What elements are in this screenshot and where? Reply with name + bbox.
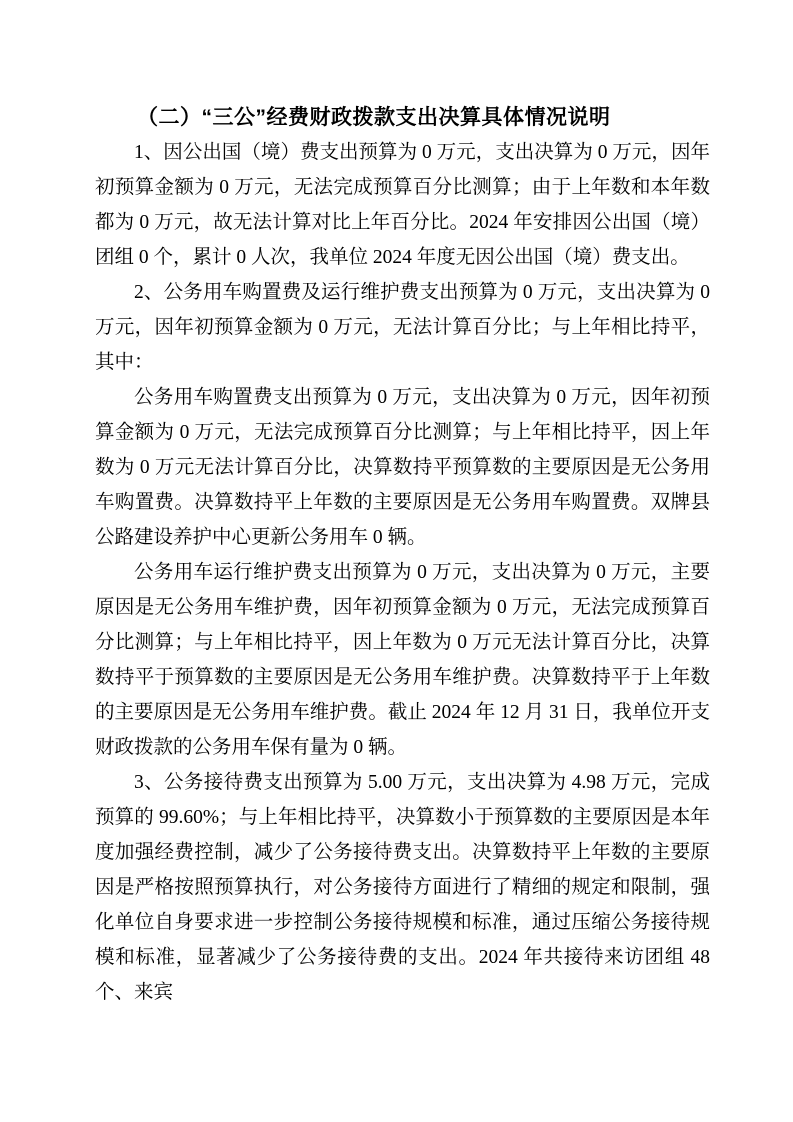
paragraph-vehicle-purchase-detail: 公务用车购置费支出预算为 0 万元，支出决算为 0 万元，因年初预算金额为 0 万元，无法完成预算百分比测算；与上年相比持平，因上年数为 0 万元无法计算百分比，决算数持平预算数的主要原因是无公务用车购置费。决算数持平上年数的主要原因是无公务用车购置费。双牌县公路建设养护中心更新公务用车 0 辆。 [95,387,710,548]
section-heading: （二）“三公”经费财政拨款支出决算具体情况说明 [137,106,611,129]
paragraph-official-trips-abroad: 1、因公出国（境）费支出预算为 0 万元，支出决算为 0 万元，因年初预算金额为 0 万元，无法完成预算百分比测算；由于上年数和本年数都为 0 万元，故无法计算对比上年百分比。2024 年安排因公出国（境）团组 0 个，累计 0 人次，我单位 2024 年度无因公出国（境）费支出。 [95,142,710,268]
paragraph-official-reception: 3、公务接待费支出预算为 5.00 万元，支出决算为 4.98 万元，完成预算的 99.60%；与上年相比持平，决算数小于预算数的主要原因是本年度加强经费控制，减少了公务接待费支出。决算数持平上年数的主要原因是严格按照预算执行，对公务接待方面进行了精细的规定和限制，强化单位自身要求进一步控制公务接待规模和标准，通过压缩公务接待规模和标准，显著减少了公务接待费的支出。2024 年共接待来访团组 48 个、来宾 [95,772,710,1003]
paragraph-vehicle-purchase-and-maintenance-summary: 2、公务用车购置费及运行维护费支出预算为 0 万元，支出决算为 0 万元，因年初预算金额为 0 万元，无法计算百分比；与上年相比持平，其中： [95,282,710,373]
paragraph-vehicle-maintenance-detail: 公务用车运行维护费支出预算为 0 万元，支出决算为 0 万元，主要原因是无公务用车维护费，因年初预算金额为 0 万元，无法完成预算百分比测算；与上年相比持平，因上年数为 0 万元无法计算百分比，决算数持平于预算数的主要原因是无公务用车维护费。决算数持平于上年数的主要原因是无公务用车维护费。截止 2024 年 12 月 31 日，我单位开支财政拨款的公务用车保有量为 0 辆。 [95,562,710,758]
